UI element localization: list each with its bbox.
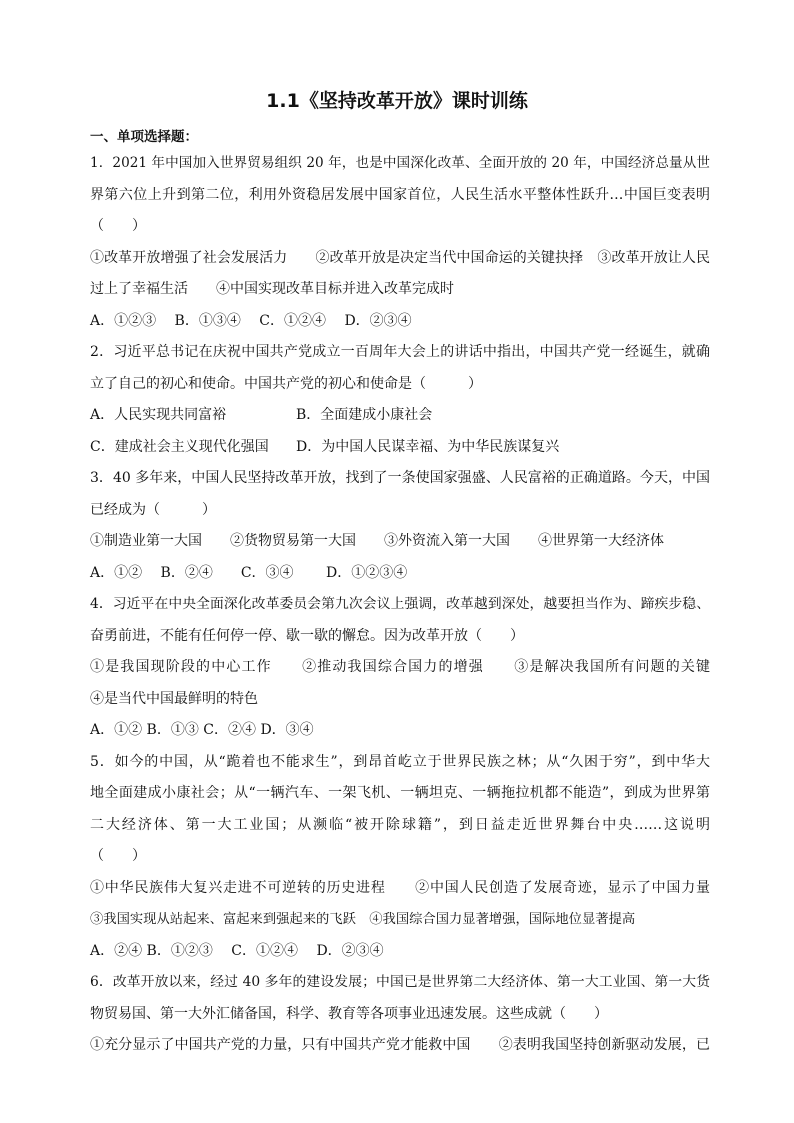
page-title: 1.1《坚持改革开放》课时训练: [266, 90, 528, 112]
q4-stem-line-2: 奋勇前进，不能有任何停一停、歇一歇的懈怠。因为改革开放（ ）: [90, 627, 524, 644]
q1-options: A．①②③ B．①③④ C．①②④ D．②③④: [90, 312, 412, 329]
q4-statement-line-1: ①是我国现阶段的中心工作 ②推动我国综合国力的增强 ③是解决我国所有问题的关键: [90, 659, 710, 675]
q4-stem-line-1: 4．习近平在中央全面深化改革委员会第九次会议上强调，改革越到深处，越要担当作为、蹄疾步稳、: [90, 596, 710, 612]
q2-option-c: C．建成社会主义现代化强国: [90, 438, 269, 455]
q3-statements: ①制造业第一大国 ②货物贸易第一大国 ③外资流入第一大国 ④世界第一大经济体: [90, 533, 664, 549]
q4-statement-line-2: ④是当代中国最鲜明的特色: [90, 690, 258, 707]
q5-options: A．②④ B．①②③ C．①②④ D．②③④: [90, 942, 384, 959]
q3-options: A．①② B．②④ C．③④ D．①②③④: [90, 564, 408, 581]
q2-option-b: B．全面建成小康社会: [296, 407, 433, 423]
question-list: [90, 148, 710, 1062]
q6-stem-line-1: 6．改革开放以来，经过 40 多年的建设发展；中国已是世界第二大经济体、第一大工业国、第一大货: [90, 974, 710, 990]
section-heading: 一、单项选择题：: [90, 129, 198, 145]
q5-statement-line-1: ①中华民族伟大复兴走进不可逆转的历史进程 ②中国人民创造了发展奇迹，显示了中国力量: [90, 879, 710, 896]
q5-stem-line-1: 5．如今的中国，从“跪着也不能求生”，到昂首屹立于世界民族之林；从“久困于穷”，到中华大: [90, 753, 710, 770]
q6-statement-line-1: ①充分显示了中国共产党的力量，只有中国共产党才能救中国 ②表明我国坚持创新驱动发展，已: [90, 1037, 710, 1053]
q3-stem-line-2: 已经成为（ ）: [90, 501, 216, 518]
q1-stem-line-1: 1．2021 年中国加入世界贸易组织 20 年，也是中国深化改革、全面开放的 20 年，中国经济总量从世: [90, 155, 710, 171]
q5-answer-blank: （ ）: [90, 848, 146, 864]
q5-stem-line-3: 二大经济体、第一大工业国；从濒临“被开除球籍”，到日益走近世界舞台中央……这说明: [90, 816, 710, 833]
q2-stem-line-1: 2．习近平总书记在庆祝中国共产党成立一百周年大会上的讲话中指出，中国共产党一经诞生，就确: [90, 344, 710, 360]
q5-stem-line-2: 地全面建成小康社会；从“一辆汽车、一架飞机、一辆坦克、一辆拖拉机都不能造”，到成为世界第: [90, 785, 710, 801]
q6-stem-line-2: 物贸易国、第一大外汇储备国，科学、教育等各项事业迅速发展。这些成就（ ）: [90, 1005, 608, 1022]
q2-options-row-2: [90, 432, 710, 464]
q2-options-row-1: [90, 400, 710, 432]
q3-stem-line-1: 3．40 多年来，中国人民坚持改革开放，找到了一条使国家强盛、人民富裕的正确道路。今天，中国: [90, 470, 710, 486]
q2-option-d: D．为中国人民谋幸福、为中华民族谋复兴: [296, 438, 560, 455]
q1-stem-line-2: 界第六位上升到第二位，利用外资稳居发展中国家首位，人民生活水平整体性跃升…中国巨变表明: [90, 186, 710, 203]
q2-stem-line-2: 立了自己的初心和使命。中国共产党的初心和使命是（ ）: [90, 375, 482, 392]
q2-option-a: A．人民实现共同富裕: [90, 407, 227, 423]
q4-options: A．①② B．①③ C．②④ D．③④: [90, 722, 314, 738]
q5-statement-line-2: ③我国实现从站起来、富起来到强起来的飞跃 ④我国综合国力显著增强，国际地位显著提高: [90, 912, 636, 927]
q1-statement-line-1: ①改革开放增强了社会发展活力 ②改革开放是决定当代中国命运的关键抉择 ③改革开放让人民: [90, 249, 710, 266]
q1-answer-blank: （ ）: [90, 218, 146, 234]
q1-statement-line-2: 过上了幸福生活 ④中国实现改革目标并进入改革完成时: [90, 281, 454, 297]
